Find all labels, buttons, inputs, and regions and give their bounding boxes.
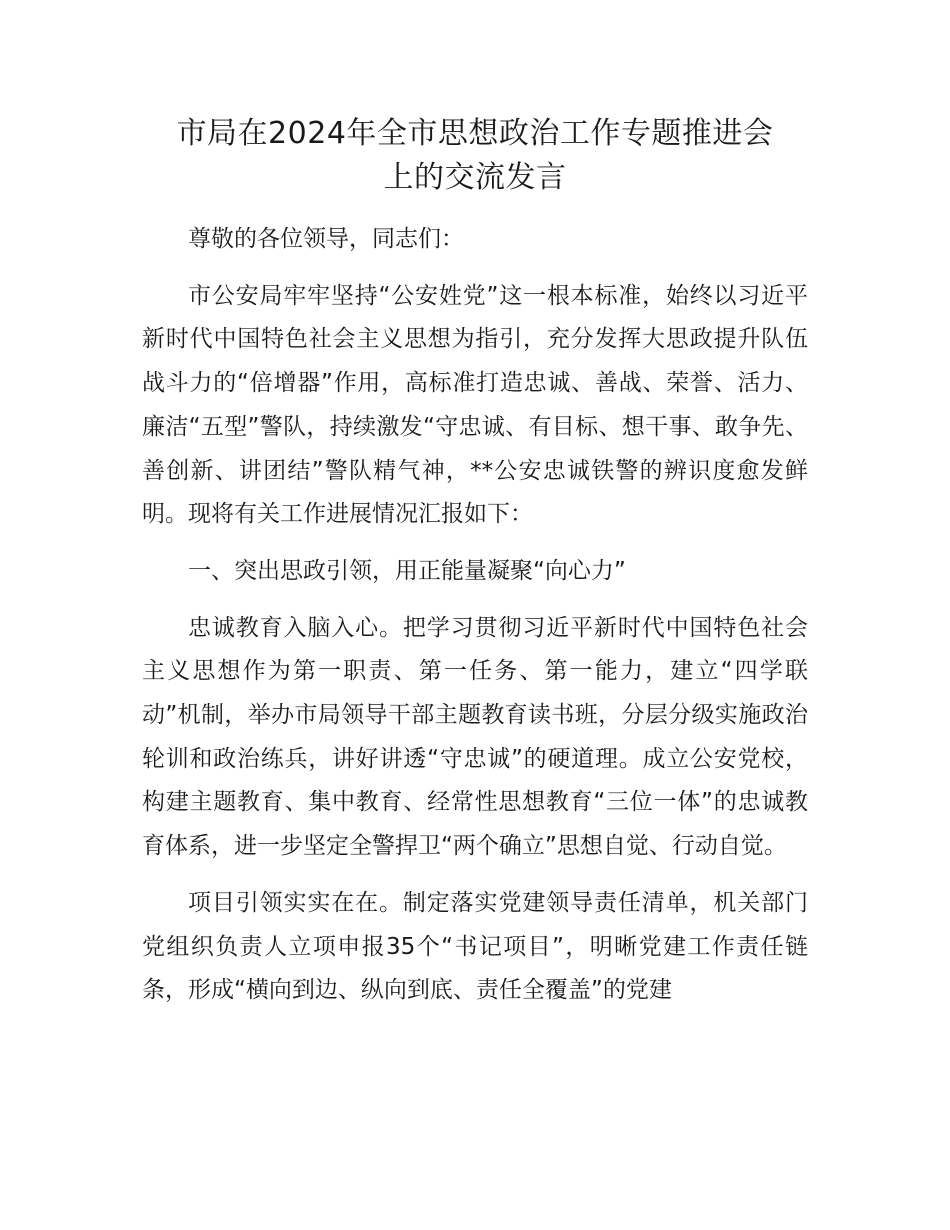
document-title <box>142 112 808 200</box>
body-paragraph-loyalty: 忠诚教育入脑入心。把学习贯彻习近平新时代中国特色社会主义思想作为第一职责、第一任务、第一能力，建立“四学联动”机制，举办市局领导干部主题教育读书班，分层分级实施政治轮训和政治练兵，讲好讲透“守忠诚”的硬道理。成立公安党校，构建主题教育、集中教育、经常性思想教育“三位一体”的忠诚教育体系，进一步坚定全警捍卫“两个确立”思想自觉、行动自觉。 <box>142 614 808 860</box>
salutation: 尊敬的各位领导，同志们： <box>188 226 464 252</box>
title-line-1: 市局在2024年全市思想政治工作专题推进会 <box>176 116 774 151</box>
title-line-2: 上的交流发言 <box>383 160 567 195</box>
intro-paragraph: 市公安局牢牢坚持“公安姓党”这一根本标准，始终以习近平新时代中国特色社会主义思想为指引，充分发挥大思政提升队伍战斗力的“倍增器”作用，高标准打造忠诚、善战、荣誉、活力、廉洁“五型”警队，持续激发“守忠诚、有目标、想干事、敢争先、善创新、讲团结”警队精气神，**公安忠诚铁警的辨识度愈发鲜明。现将有关工作进展情况汇报如下： <box>142 282 808 528</box>
body-paragraph-projects: 项目引领实实在在。制定落实党建领导责任清单，机关部门党组织负责人立项申报35个“书记项目”，明晰党建工作责任链条，形成“横向到边、纵向到底、责任全覆盖”的党建 <box>142 889 808 1004</box>
document-page <box>142 112 808 1013</box>
section-heading-1: 一、突出思政引领，用正能量凝聚“向心力” <box>188 557 626 584</box>
